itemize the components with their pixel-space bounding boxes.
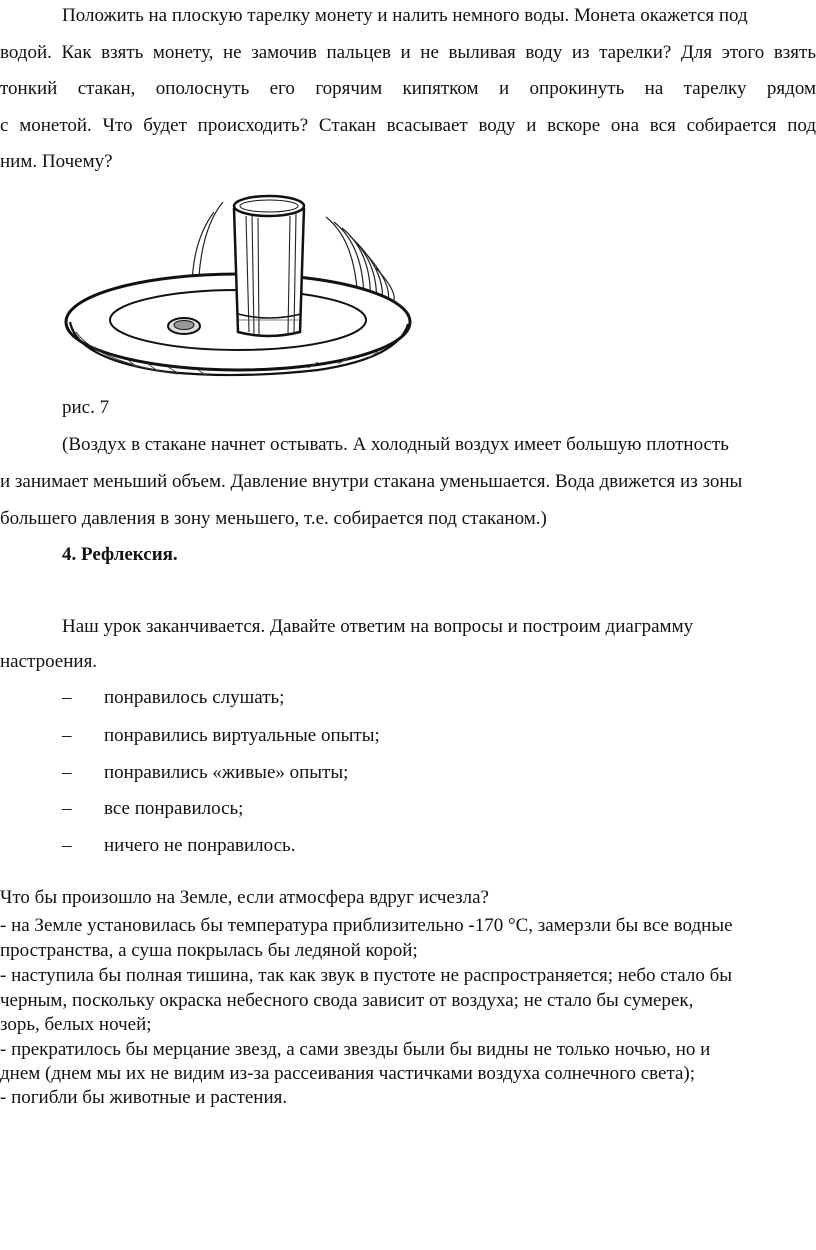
lesson-end-line: настроения.	[0, 651, 98, 672]
answer-line: и занимает меньший объем. Давление внутри стакана уменьшается. Вода движется из зоны	[0, 471, 743, 492]
question-line: пространства, а суша покрылась бы ледяной корой;	[0, 940, 418, 961]
list-item-label: понравились «живые» опыты;	[104, 762, 349, 783]
paragraph-line: ним. Почему?	[0, 151, 113, 172]
answer-line: (Воздух в стакане начнет остывать. А холодный воздух имеет большую плотность	[62, 434, 729, 455]
list-item-label: понравились виртуальные опыты;	[104, 725, 380, 746]
question-line: днем (днем мы их не видим из-за рассеивания частичками воздуха солнечного света);	[0, 1063, 696, 1084]
list-dash: –	[62, 687, 72, 708]
paragraph-line: тонкий стакан, ополоснуть его горячим кипятком и опрокинуть на тарелку рядом	[0, 78, 816, 99]
question-line: зорь, белых ночей;	[0, 1014, 152, 1035]
paragraph-line: Положить на плоскую тарелку монету и налить немного воды. Монета окажется под	[62, 5, 748, 26]
answer-line: большего давления в зону меньшего, т.е. собирается под стаканом.)	[0, 508, 547, 529]
paragraph-line: с монетой. Что будет происходить? Стакан всасывает воду и вскоре она вся собирается под	[0, 115, 816, 136]
question-line: - прекратилось бы мерцание звезд, а сами звезды были бы видны не только ночью, но и	[0, 1039, 711, 1060]
section-heading: 4. Рефлексия.	[62, 544, 178, 565]
list-item-label: понравилось слушать;	[104, 687, 285, 708]
list-dash: –	[62, 762, 72, 783]
list-dash: –	[62, 835, 72, 856]
paragraph-line: водой. Как взять монету, не замочив пальцев и не выливая воду из тарелки? Для этого взять	[0, 42, 816, 63]
question-line: - погибли бы животные и растения.	[0, 1087, 288, 1108]
question-line: Что бы произошло на Земле, если атмосфера вдруг исчезла?	[0, 887, 489, 908]
question-line: черным, поскольку окраска небесного свода зависит от воздуха; не стало бы сумерек,	[0, 990, 694, 1011]
plate-glass-illustration	[58, 182, 418, 392]
lesson-end-line: Наш урок заканчивается. Давайте ответим на вопросы и построим диаграмму	[62, 616, 694, 637]
question-line: - наступила бы полная тишина, так как звук в пустоте не распространяется; небо стало бы	[0, 965, 733, 986]
list-item-label: все понравилось;	[104, 798, 244, 819]
list-dash: –	[62, 725, 72, 746]
figure-caption: рис. 7	[62, 397, 110, 418]
list-item-label: ничего не понравилось.	[104, 835, 296, 856]
question-line: - на Земле установилась бы температура приблизительно -170 °С, замерзли бы все водные	[0, 915, 733, 936]
list-dash: –	[62, 798, 72, 819]
